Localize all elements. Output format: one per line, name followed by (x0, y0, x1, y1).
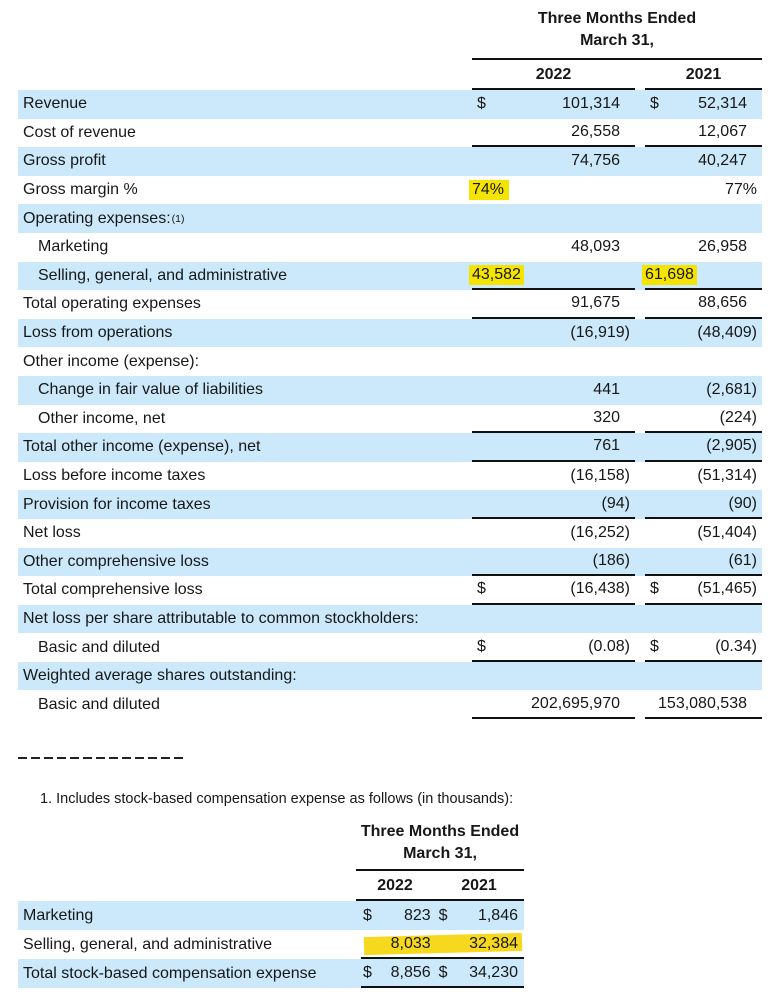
date-header: March 31, (472, 32, 762, 60)
value-2021: (0.34) (715, 637, 757, 655)
column-gap (635, 119, 645, 148)
year-column-headers (356, 871, 524, 901)
numeric-cell-2022 (472, 347, 635, 376)
value-2021: (2,681) (706, 381, 757, 399)
value-2022: (16,158) (570, 467, 630, 485)
column-gap (635, 462, 645, 491)
row-label: Total other income (expense), net (23, 438, 261, 456)
numeric-cell-2022 (472, 433, 635, 462)
row-label: Total comprehensive loss (23, 581, 203, 599)
stock-compensation-rows (18, 901, 524, 988)
numeric-cell-2021 (645, 347, 762, 376)
value-2021: 12,067 (698, 122, 747, 140)
numeric-cell-2022 (472, 633, 635, 662)
row-label: Gross margin % (23, 181, 138, 199)
row-label: Other comprehensive loss (23, 552, 209, 570)
value-2022: 202,695,970 (531, 694, 620, 712)
row-label: Other income, net (38, 409, 166, 427)
table-row (18, 605, 762, 634)
value-2022: (186) (592, 551, 630, 569)
numeric-cell-2021 (645, 605, 762, 634)
value-2021: (61) (728, 551, 757, 569)
row-label: Change in fair value of liabilities (38, 381, 264, 399)
numeric-cell-2021 (645, 204, 762, 233)
table-row (18, 662, 762, 691)
table-row (18, 576, 762, 605)
numeric-cell-2021 (645, 233, 762, 262)
value-2021: (51,314) (697, 467, 757, 485)
column-gap (635, 490, 645, 519)
dollar-sign: $ (477, 95, 486, 113)
table-row (18, 548, 762, 577)
table-row (18, 901, 524, 930)
table-row (18, 147, 762, 176)
table-row (18, 405, 762, 434)
value-2022: (94) (601, 494, 630, 512)
numeric-cell-2022 (361, 959, 437, 988)
value-2022: 8,856 (390, 963, 431, 981)
period-header: Three Months Ended (360, 823, 520, 841)
numeric-cell-2021 (645, 576, 762, 605)
numeric-cell-2022 (472, 290, 635, 319)
numeric-cell-2021 (645, 690, 762, 719)
row-label: Gross profit (23, 152, 106, 170)
row-label: Marketing (23, 906, 94, 924)
numeric-cell-2021 (645, 290, 762, 319)
date-header: March 31, (356, 845, 524, 871)
table-row (18, 290, 762, 319)
value-2021: 40,247 (698, 152, 747, 170)
value-2021: 77% (724, 181, 757, 199)
table-row (18, 462, 762, 491)
footnote-divider (18, 757, 186, 759)
dollar-sign: $ (650, 637, 659, 655)
row-label: Loss from operations (23, 324, 173, 342)
table-row (18, 433, 762, 462)
value-2022: (16,438) (570, 580, 630, 598)
numeric-cell-2022 (472, 690, 635, 719)
value-2021: 1,846 (477, 906, 518, 924)
numeric-cell-2021 (645, 405, 762, 434)
dollar-sign: $ (363, 906, 372, 924)
value-2021: 61,698 (642, 265, 697, 285)
table-row (18, 347, 762, 376)
column-gap (635, 433, 645, 462)
column-gap (635, 405, 645, 434)
value-2021: (2,905) (706, 437, 757, 455)
table-row (18, 633, 762, 662)
table-row (18, 959, 524, 988)
income-statement-table (18, 8, 762, 719)
column-gap (635, 690, 645, 719)
column-gap (635, 633, 645, 662)
column-gap (635, 548, 645, 577)
row-label: Provision for income taxes (23, 495, 211, 513)
row-label: Basic and diluted (38, 695, 160, 713)
value-2021: 153,080,538 (658, 694, 747, 712)
numeric-cell-2021 (645, 633, 762, 662)
dollar-sign: $ (650, 580, 659, 598)
value-2021: (48,409) (697, 324, 757, 342)
table-row (18, 90, 762, 119)
value-2021: 88,656 (698, 294, 747, 312)
value-2021: 34,230 (469, 963, 518, 981)
row-label: Net loss (23, 524, 81, 542)
numeric-cell-2021 (645, 376, 762, 405)
column-gap (635, 519, 645, 548)
numeric-cell-2022 (472, 147, 635, 176)
numeric-cell-2021 (437, 930, 524, 959)
row-label: Weighted average shares outstanding: (23, 667, 297, 685)
value-2021: (51,465) (697, 580, 757, 598)
year-column-header-2021: 2021 (461, 877, 497, 895)
year-column-header-2022: 2022 (377, 877, 413, 895)
numeric-cell-2021 (645, 548, 762, 577)
value-2022: 91,675 (571, 294, 620, 312)
column-gap (635, 662, 645, 691)
numeric-cell-2021 (645, 433, 762, 462)
period-header: Three Months Ended (537, 10, 697, 27)
numeric-cell-2022 (472, 490, 635, 519)
numeric-cell-2021 (645, 119, 762, 148)
table-row (18, 490, 762, 519)
value-2022: 101,314 (562, 95, 620, 113)
column-gap (635, 319, 645, 348)
value-2022: 43,582 (469, 265, 524, 285)
income-statement-rows (18, 90, 762, 719)
row-label: Other income (expense): (23, 352, 200, 370)
value-2022: (16,252) (570, 524, 630, 542)
row-label: Basic and diluted (38, 638, 160, 656)
table-row (18, 690, 762, 719)
numeric-cell-2022 (472, 204, 635, 233)
numeric-cell-2021 (437, 901, 524, 930)
dollar-sign: $ (438, 963, 448, 981)
numeric-cell-2021 (645, 90, 762, 119)
column-gap (635, 576, 645, 605)
column-gap (635, 90, 645, 119)
row-label: Total stock-based compensation expense (23, 964, 317, 982)
column-gap (635, 376, 645, 405)
numeric-cell-2022 (472, 519, 635, 548)
dollar-sign: $ (477, 637, 486, 655)
numeric-cell-2022 (472, 405, 635, 434)
numeric-cell-2022 (472, 576, 635, 605)
table-row (18, 233, 762, 262)
numeric-cell-2021 (645, 519, 762, 548)
table-row (18, 930, 524, 959)
numeric-cell-2022 (361, 901, 437, 930)
row-label: Total operating expenses (23, 295, 201, 313)
row-label: Loss before income taxes (23, 467, 206, 485)
value-2022: 441 (593, 381, 620, 399)
column-gap (635, 347, 645, 376)
numeric-cell-2021 (645, 462, 762, 491)
numeric-cell-2021 (645, 147, 762, 176)
numeric-cell-2022 (472, 233, 635, 262)
row-label: Selling, general, and administrative (23, 935, 273, 953)
column-gap (635, 290, 645, 319)
value-2022: 26,558 (571, 122, 620, 140)
numeric-cell-2022 (472, 462, 635, 491)
value-2021: 26,958 (698, 238, 747, 256)
numeric-cell-2021 (645, 490, 762, 519)
numeric-cell-2021 (645, 176, 762, 205)
numeric-cell-2022 (472, 319, 635, 348)
numeric-cell-2022 (472, 119, 635, 148)
table-row (18, 519, 762, 548)
dollar-sign: $ (438, 906, 448, 924)
numeric-cell-2021 (645, 262, 762, 291)
numeric-cell-2022 (472, 662, 635, 691)
value-2021: 32,384 (469, 934, 518, 952)
numeric-cell-2021 (437, 959, 524, 988)
stock-compensation-table (18, 823, 524, 988)
numeric-cell-2022 (472, 548, 635, 577)
value-2021: (51,404) (697, 524, 757, 542)
column-gap (635, 176, 645, 205)
column-gap (635, 605, 645, 634)
value-2022: 74,756 (571, 152, 620, 170)
numeric-cell-2022 (472, 376, 635, 405)
column-gap (635, 147, 645, 176)
value-2022: 823 (403, 906, 431, 924)
numeric-cell-2022 (472, 262, 635, 291)
value-2022: (0.08) (588, 637, 630, 655)
dollar-sign: $ (363, 963, 372, 981)
row-label: Net loss per share attributable to common stockholders: (23, 609, 419, 627)
value-2021: (224) (719, 408, 757, 426)
table-row (18, 176, 762, 205)
row-label: Revenue (23, 95, 88, 113)
dollar-sign: $ (650, 95, 659, 113)
year-column-headers (18, 60, 762, 90)
numeric-cell-2021 (645, 662, 762, 691)
numeric-cell-2022 (472, 605, 635, 634)
value-2021: 52,314 (698, 95, 747, 113)
row-label: Marketing (38, 238, 109, 256)
value-2022: 761 (593, 437, 620, 455)
row-label: Operating expenses: (1) (23, 209, 185, 227)
value-2022: 320 (593, 408, 620, 426)
column-gap (635, 204, 645, 233)
numeric-cell-2022 (361, 930, 437, 959)
value-2021: (90) (728, 494, 757, 512)
numeric-cell-2022 (472, 176, 635, 205)
table-row (18, 319, 762, 348)
value-2022: 8,033 (390, 934, 431, 952)
year-column-header-2021: 2021 (645, 66, 762, 90)
value-2022: 74% (469, 180, 509, 200)
table-row (18, 119, 762, 148)
value-2022: 48,093 (571, 238, 620, 256)
year-column-header-2022: 2022 (472, 66, 635, 90)
numeric-cell-2021 (645, 319, 762, 348)
column-gap (635, 233, 645, 262)
numeric-cell-2022 (472, 90, 635, 119)
table-row (18, 376, 762, 405)
table-row (18, 262, 762, 291)
footnote-text: 1. Includes stock-based compensation expense as follows (in thousands): (40, 791, 514, 808)
table-row (18, 204, 762, 233)
row-label: Cost of revenue (23, 123, 136, 141)
value-2022: (16,919) (570, 324, 630, 342)
dollar-sign: $ (477, 580, 486, 598)
row-label: Selling, general, and administrative (38, 266, 288, 284)
